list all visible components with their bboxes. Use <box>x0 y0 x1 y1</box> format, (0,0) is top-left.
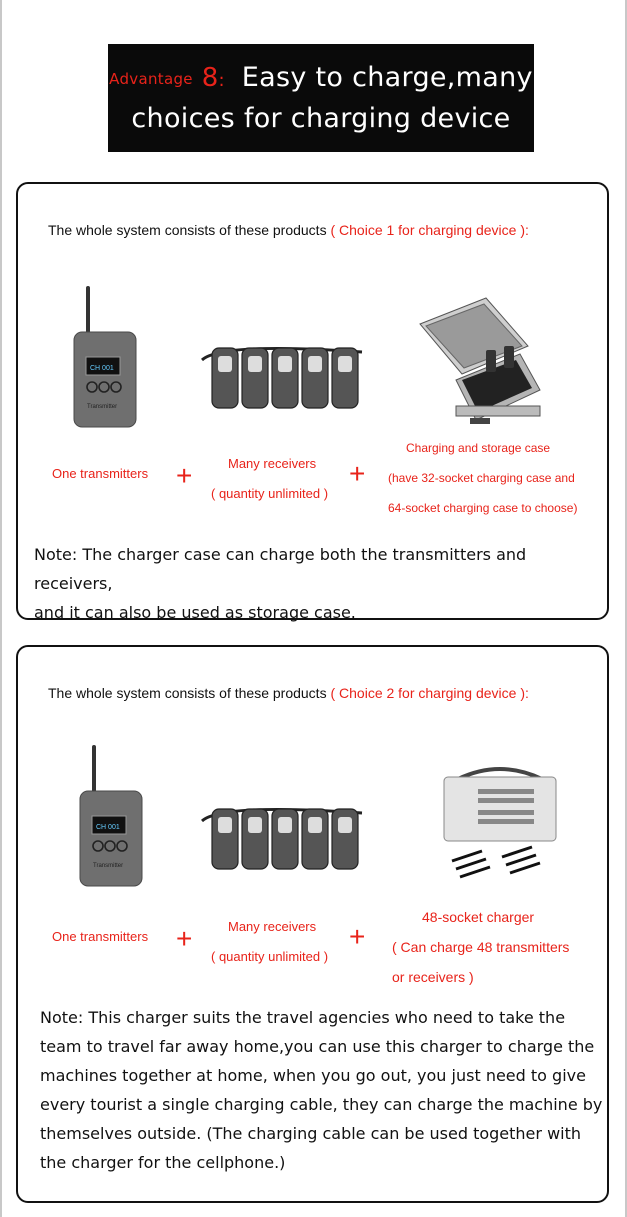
choice2-heading-choice: ( Choice 2 for charging device ): <box>330 685 529 701</box>
receivers-device-image <box>198 803 378 873</box>
socket-charger-image <box>438 765 562 891</box>
charging-case-image <box>416 294 546 430</box>
choice2-charger-label: 48-socket charger <box>422 909 535 925</box>
choice1-receivers-label: Many receivers <box>228 456 317 471</box>
choice2-note-line: themselves outside. (The charging cable can be used together with <box>40 1124 582 1143</box>
advantage-number: 8 <box>201 63 219 93</box>
choice2-note-line: every tourist a single charging cable, they can charge the machine by <box>40 1095 603 1114</box>
transmitter-brand-text: Transmitter <box>93 863 124 869</box>
advantage-banner <box>108 44 534 152</box>
choice1-plus-2: + <box>349 458 366 489</box>
choice2-note-line: team to travel far away home,you can use this charger to charge the <box>40 1037 595 1056</box>
choice2-note-line: Note: This charger suits the travel agencies who need to take the <box>40 1008 566 1027</box>
advantage-colon: : <box>218 70 225 91</box>
choice2-plus-2: + <box>349 921 366 952</box>
choice2-transmitter-label: One transmitters <box>52 929 149 944</box>
banner-title-line1: Easy to charge,many <box>241 62 533 93</box>
choice2-panel <box>16 645 609 1203</box>
choice1-charger-label: Charging and storage case <box>406 441 551 455</box>
transmitter-screen-text: CH 001 <box>90 365 114 372</box>
transmitter-screen-text: CH 001 <box>96 824 120 831</box>
choice1-heading-choice: ( Choice 1 for charging device ): <box>330 222 529 238</box>
transmitter-device-image <box>78 743 144 888</box>
choice2-receivers-sub: ( quantity unlimited ) <box>211 949 329 964</box>
banner-title-line2: choices for charging device <box>131 103 511 134</box>
choice2-plus-1: + <box>176 923 193 954</box>
choice1-panel <box>16 182 609 620</box>
choice1-note-line1: Note: The charger case can charge both the transmitters and receivers, <box>34 545 527 593</box>
choice1-heading-prefix: The whole system consists of these products <box>48 222 327 238</box>
choice2-heading-prefix: The whole system consists of these products <box>48 685 327 701</box>
advantage-word: Advantage <box>109 70 193 88</box>
choice2-note-line: machines together at home, when you go out, you just need to give <box>40 1066 586 1085</box>
choice1-plus-1: + <box>176 460 193 491</box>
choice2-note <box>40 1003 602 1177</box>
choice2-charger-sub1: ( Can charge 48 transmitters <box>392 939 570 955</box>
receivers-device-image <box>198 342 378 412</box>
choice2-heading <box>48 685 529 701</box>
choice2-receivers-label: Many receivers <box>228 919 317 934</box>
choice1-charger-sub2: 64-socket charging case to choose) <box>388 501 578 515</box>
choice1-heading <box>48 222 529 238</box>
transmitter-brand-text: Transmitter <box>87 404 118 410</box>
choice1-note-line2: and it can also be used as storage case. <box>34 603 356 622</box>
choice2-charger-sub2: or receivers ) <box>392 969 474 985</box>
choice1-note <box>34 540 607 627</box>
choice1-charger-sub1: (have 32-socket charging case and <box>388 471 575 485</box>
choice2-note-line: the charger for the cellphone.) <box>40 1153 286 1172</box>
transmitter-device-image <box>72 284 138 429</box>
choice1-transmitter-label: One transmitters <box>52 466 149 481</box>
choice1-receivers-sub: ( quantity unlimited ) <box>211 486 329 501</box>
